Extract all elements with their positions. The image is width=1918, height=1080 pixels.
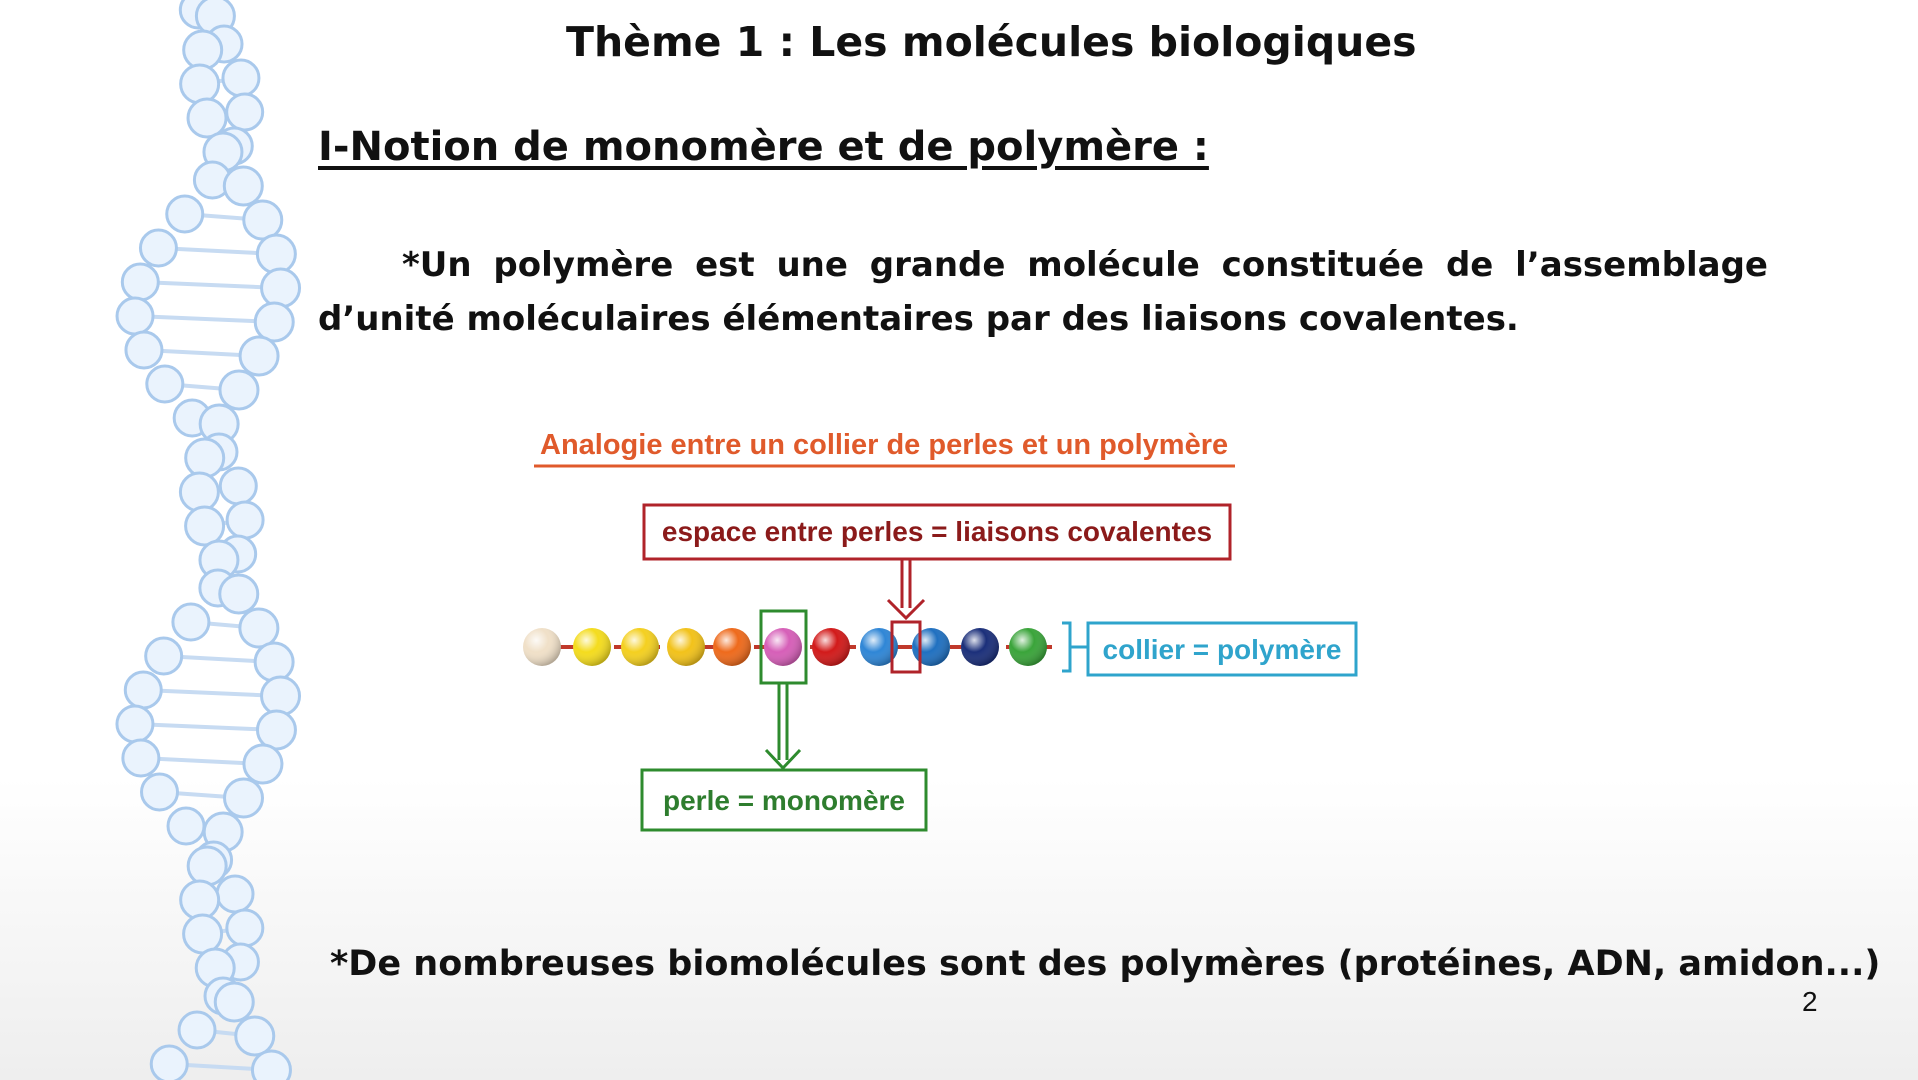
monomer-label: perle = monomère [663,785,905,816]
dna-node [220,575,258,613]
dna-node [126,332,162,368]
dna-rung [135,724,277,730]
necklace-bracket-icon [1062,623,1088,671]
dna-node [188,847,226,885]
dna-node [255,643,293,681]
dna-node [244,745,282,783]
section-heading: I-Notion de monomère et de polymère : [318,124,1209,170]
dna-rung [143,690,280,696]
dna-node [123,740,159,776]
dna-node [117,298,153,334]
dna-node [240,609,278,647]
dna-node [217,876,253,912]
bead-shine [713,628,751,666]
necklace-polymer-diagram [510,420,1410,840]
bead-shine [523,628,561,666]
bead-shine [621,628,659,666]
dna-node [220,371,258,409]
dna-node [146,638,182,674]
page-number: 2 [1802,986,1818,1017]
dna-node [240,337,278,375]
necklace-beads [523,628,1047,666]
bead-shine [961,628,999,666]
polymer-definition: *Un polymère est une grande molécule constituée de l’assemblage d’unité moléculaires élémentaires par des liaisons covalentes. [318,245,1768,339]
dna-node [142,774,178,810]
bead-shine [667,628,705,666]
monomer-arrow-icon [766,684,800,768]
dna-node [227,910,263,946]
dna-node [257,235,295,273]
dna-node [117,706,153,742]
dna-node [179,1012,215,1048]
dna-node [125,672,161,708]
dna-rung [135,316,274,322]
dna-node [181,881,219,919]
bead-shine [1009,628,1047,666]
dna-node [223,60,259,96]
slide-title: Thème 1 : Les molécules biologiques [566,18,1417,66]
dna-node [140,230,176,266]
dna-node [220,468,256,504]
dna-node [186,439,224,477]
dna-node [252,1051,290,1080]
biomolecule-examples: *De nombreuses biomolécules sont des polymères (protéines, ADN, amidon...) [330,944,1881,984]
dna-node [188,99,226,137]
dna-node [186,507,224,545]
covalent-arrow-icon [888,560,924,618]
dna-helix-icon [100,0,310,1080]
dna-rung [140,282,280,288]
dna-node [255,303,293,341]
bead-shine [573,628,611,666]
dna-node [184,31,222,69]
dna-node [147,366,183,402]
dna-node [225,779,263,817]
dna-node [184,915,222,953]
dna-node [244,201,282,239]
diagram-title: Analogie entre un collier de perles et un polymère [540,429,1229,461]
dna-node [168,808,204,844]
dna-node [236,1017,274,1055]
dna-node [262,677,300,715]
dna-node [173,604,209,640]
dna-node [224,167,262,205]
bead-shine [764,628,802,666]
dna-node [167,196,203,232]
dna-node [262,269,300,307]
dna-node [180,473,218,511]
dna-node [227,94,263,130]
dna-node [151,1046,187,1080]
bead-shine [812,628,850,666]
necklace-label: collier = polymère [1102,634,1342,665]
dna-node [227,502,263,538]
dna-node [215,983,253,1021]
covalent-bond-label: espace entre perles = liaisons covalentes [661,516,1213,547]
dna-node [181,65,219,103]
dna-node [257,711,295,749]
bead-shine [912,628,950,666]
dna-node [122,264,158,300]
